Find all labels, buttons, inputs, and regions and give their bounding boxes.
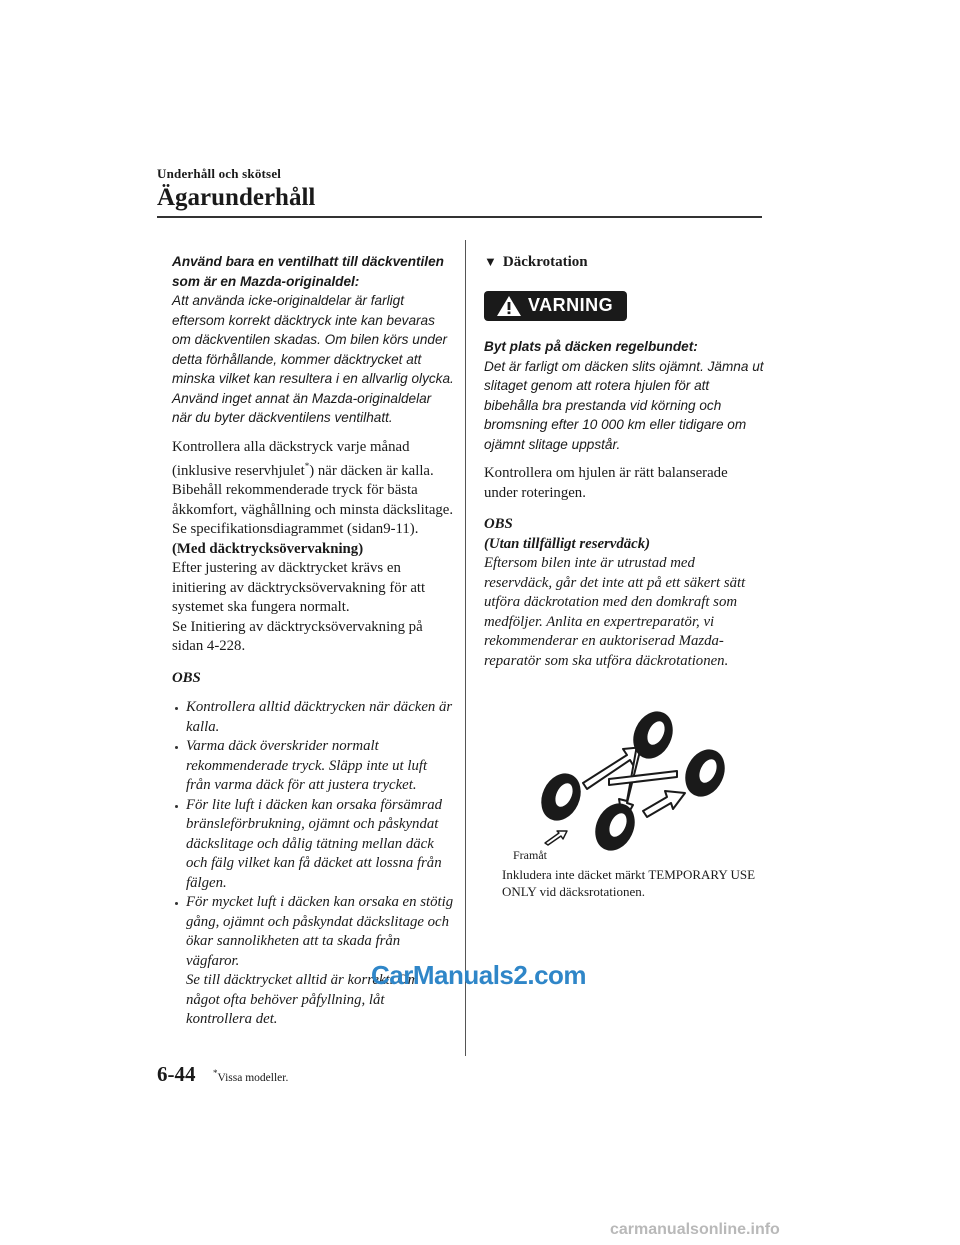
forward-arrow-icon: [543, 830, 569, 846]
check-pressure-paragraph: Kontrollera alla däckstryck varje månad (inklusive reservhjulet*) när däcken är kalla. Bibehåll rekommenderade tryck för bästa åkkomfort, väghållning och minsta däckslitage.: [172, 438, 454, 518]
watermark: CarManuals2.com: [371, 960, 587, 990]
list-item: För lite luft i däcken kan orsaka försämrad bränsleförbrukning, ojämnt och påskyndat däckslitage och dålig tätning mellan däck och fälg vilket kan få däcket att lossna från fälgen.: [172, 796, 454, 894]
footnote: *Vissa modeller.: [213, 1068, 289, 1084]
tpms-paragraph: Efter justering av däcktrycket krävs en initiering av däcktrycksövervakning för att systemet ska fungera normalt.: [172, 560, 426, 616]
forward-label: Framåt: [513, 848, 547, 862]
warning-triangle-icon: [496, 295, 522, 317]
tire-front-far-right: [679, 744, 732, 803]
obs-heading-right: (Utan tillfälligt reservdäck): [484, 535, 651, 552]
column-divider: [465, 240, 466, 1056]
obs-notes-tail: Se till däcktrycket alltid är korrekt. Om något ofta behöver påfyllning, låt kontrollera det.: [186, 972, 419, 1028]
list-item: Varma däck överskrider normalt rekommenderade tryck. Släpp inte ut luft från varma däck för att justera trycket.: [172, 737, 454, 796]
obs-notes-list: [172, 698, 454, 971]
obs-label: OBS: [172, 669, 201, 686]
valve-cap-warning-title-1: Använd bara en ventilhatt till däckventilen: [172, 254, 444, 269]
tpms-heading: (Med däcktrycksövervakning): [172, 540, 364, 557]
footnote-star: *: [304, 461, 310, 471]
rotation-warning-title: Byt plats på däcken regelbundet:: [484, 339, 698, 354]
warning-label: VARNING: [528, 294, 614, 315]
footer-brand: carmanualsonline.info: [610, 1221, 780, 1238]
valve-cap-warning-title-2: som är en Mazda-originaldel:: [172, 273, 360, 289]
page-number: 6-44: [157, 1062, 196, 1086]
spec-reference: Se specifikationsdiagrammet (sidan9-11).: [172, 521, 419, 538]
rotation-warning: [484, 337, 764, 454]
tire-rear-left: [535, 768, 587, 827]
warning-badge: [484, 291, 627, 321]
rotation-arrows: [583, 745, 685, 823]
balance-paragraph: Kontrollera om hjulen är rätt balanserade under roteringen.: [484, 465, 728, 501]
diagram-caption: Inkludera inte däcket märkt TEMPORARY USE ONLY vid däcksrotationen.: [502, 867, 756, 899]
obs-body-right: Eftersom bilen inte är utrustad med reservdäck, går det inte att på ett säkert sätt utföra däckrotation med den domkraft som medföljer. Anlita en expertreparatör, vi rekommenderar en auktoriserad Mazda-reparatör som ska utföra däckrotationen.: [484, 555, 746, 669]
section-label: Underhåll och skötsel: [157, 166, 282, 181]
heading-marker-icon: ▼: [484, 254, 497, 269]
tpms-reference: Se Initiering av däcktrycksövervakning på sidan 4-228.: [172, 618, 423, 655]
rotation-warning-body: Det är farligt om däcken slits ojämnt. Jämna ut slitaget genom att rotera hjulen för att bibehålla bra prestanda vid körning och bromsning efter 10 000 km eller tidigare om ojämnt slitage uppstår.: [484, 358, 764, 452]
arrow-center-cross: [609, 771, 677, 785]
obs-label-right: OBS: [484, 516, 513, 532]
tire-rear-center: [589, 798, 642, 857]
valve-cap-warning: [172, 252, 454, 428]
tire-rotation-heading: ▼ Däckrotation: [484, 254, 588, 270]
left-column: [172, 252, 454, 1030]
header-rule: [157, 216, 762, 218]
right-column: [484, 252, 764, 671]
valve-cap-warning-body: Att använda icke-originaldelar är farligt eftersom korrekt däcktryck inte kan bevaras om däckventilen skadas. Om bilen körs under detta förhållande, kommer däcktrycket att minska vilket kan resultera i en allvarlig olycka. Använd inget annat än Mazda-originaldelar när du byter däckventilens ventilhatt.: [172, 293, 454, 425]
page-title: Ägarunderhåll: [157, 184, 316, 211]
arrow-rear-to-front-right: [643, 791, 685, 817]
list-item: Kontrollera alltid däcktrycken när däcken är kalla.: [172, 698, 454, 737]
list-item: För mycket luft i däcken kan orsaka en stötig gång, ojämnt och påskyndat däckslitage och ökar sannolikheten att ta skada från vägfaror.: [172, 893, 454, 971]
